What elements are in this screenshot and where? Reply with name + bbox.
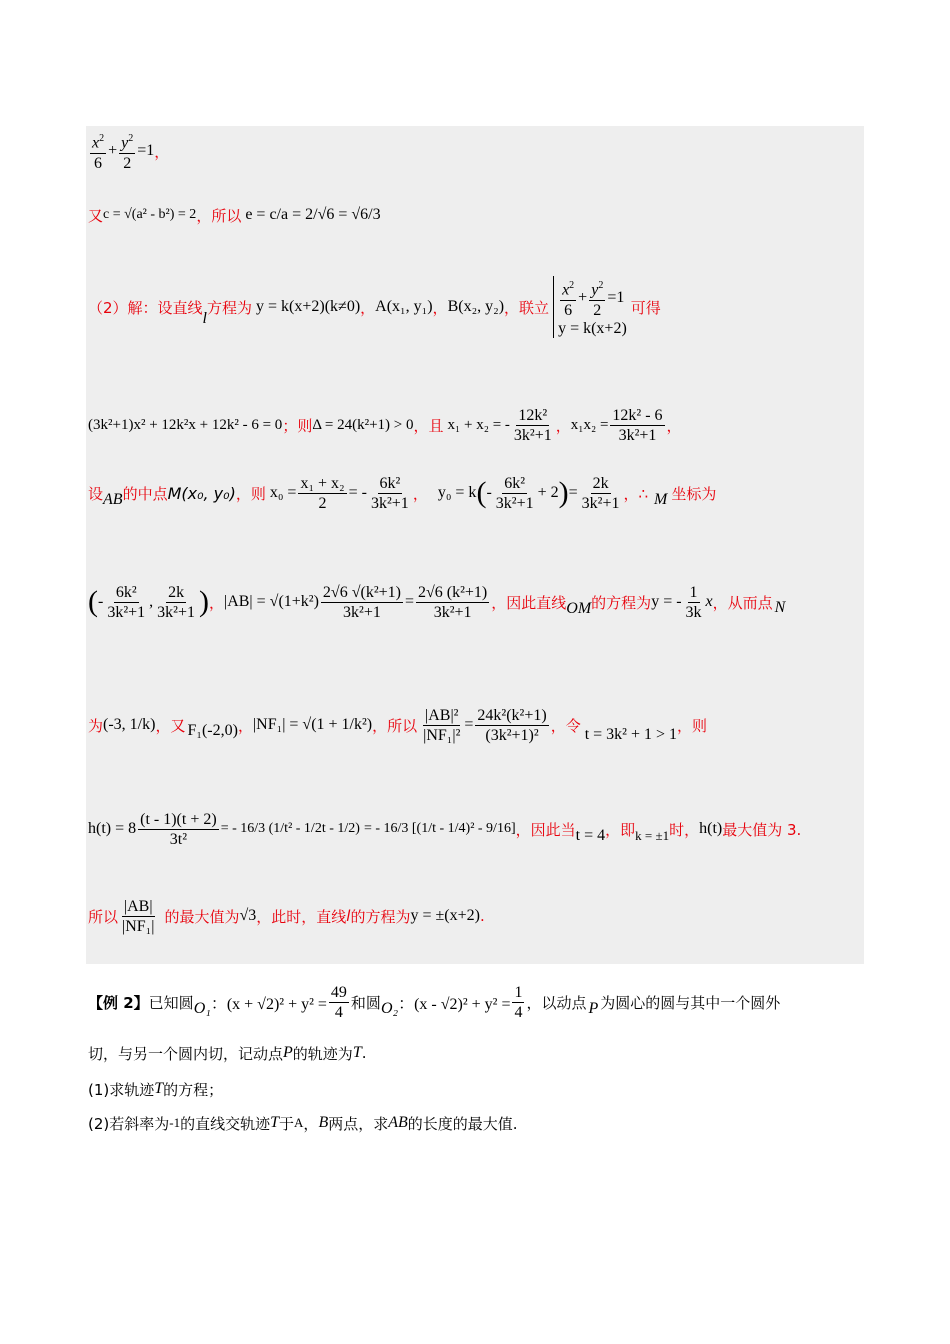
- circle-O2: O₂: [380, 1000, 399, 1017]
- circle-O2-equation: ：(x - √2)² + y² =: [398, 995, 511, 1013]
- text-qie: ，且: [413, 416, 444, 435]
- solution-line-3: （2）解：设直线 l 方程为 y = k(x+2)(k≠0) ， A(x₁, y₁) ， B(x₂, y₂) ，联立 $\frac{x^2}{6}$ + $\frac{y^2}{2}$ =1 y = k(x+2) 可得: [88, 272, 870, 342]
- h-form-2: = - 16/3 [(1/t - 1/4)² - 9/16]: [363, 821, 516, 836]
- text-guijiwei: 的轨迹为: [292, 1044, 353, 1063]
- solution-line-7: 为 (-3, 1/k) ，又 F₁(-2,0) ， |NF₁| = √(1 + 1/k²) ，所以 $\frac{\text{|AB|²}}{\text{|NF₁|²}}$ = $\frac{\text{24k²(k²+1)}}{\text{(3k²+1)²}}$ ，令 t = 3k² + 1 > 1 ，则: [88, 706, 708, 744]
- sum-roots: x₁ + x₂ = -: [447, 416, 510, 433]
- circle-O1: O₁: [193, 1000, 211, 1017]
- point-B: B(x₂, y₂): [447, 298, 505, 315]
- text-condition: 为圆心的圆与其中一个圆外: [600, 993, 781, 1012]
- solution-line-8: h(t) = 8 $\frac{(t - 1)(t + 2)}{\text{3t²}}$ = - 16/3 (1/t² - 1/2t - 1/2) = - 16/3 [(1/t - 1/4)² - 9/16] ，因此当 t = 4 ，即 k = ±1 时， h(t) 最大值为 3.: [88, 810, 802, 848]
- text-zuobiao: 坐标为: [671, 484, 717, 503]
- text-therefore: ，∴: [623, 484, 649, 503]
- text-yinci: ，因此直线: [491, 593, 567, 612]
- h-of-t: h(t): [699, 820, 723, 837]
- text-ze: ，则: [235, 484, 266, 503]
- h-form-1: = - 16/3 (1/t² - 1/2t - 1/2): [220, 821, 360, 836]
- solution-line-4: (3k²+1)x² + 12k²x + 12k² - 6 = 0 ；则 Δ = 24(k²+1) > 0 ，且 x₁ + x₂ = - $\frac{\text{12k²}}{\text{3k²+1}}$ ， x₁x₂ = $\frac{\text{12k² - 6}}{\text{3k²+1}}$ ，: [88, 406, 682, 444]
- OM-equation: y = -: [651, 593, 682, 610]
- text-cishi: ，此时，直线: [256, 907, 347, 926]
- locus-T: T: [154, 1080, 164, 1097]
- line-l: l: [202, 310, 207, 327]
- text-shi: 时，: [669, 820, 700, 839]
- slope-value: -1: [169, 1115, 181, 1130]
- midpoint-M: M(x₀, y₀): [167, 483, 236, 503]
- solution-line-1: $\frac{x^2}{6}$ + $\frac{y^2}{2}$ =1 ，: [88, 130, 870, 172]
- e-equation: e = c/a = 2/√6 = √6/3: [245, 206, 381, 223]
- text-ze: ，则: [677, 716, 708, 735]
- point-B: B: [318, 1114, 329, 1131]
- locus-T: T: [352, 1044, 362, 1061]
- focus-F1: F₁(-2,0): [187, 722, 238, 739]
- text-ze: ；则: [282, 416, 313, 435]
- NF1-length: |NF₁| = √(1 + 1/k²): [252, 716, 373, 733]
- text-yincidang: ，因此当: [515, 820, 576, 839]
- point-N: N: [774, 599, 786, 616]
- q2-text: (2)若斜率为: [88, 1114, 170, 1133]
- example-label: 【例 2】: [88, 993, 149, 1012]
- text-lianli: ，联立: [504, 298, 550, 317]
- text-zhongdian: 的中点: [122, 484, 168, 503]
- text-line2: 切，与另一个圆内切，记动点: [88, 1044, 284, 1063]
- final-equation: y = ±(x+2): [410, 907, 480, 924]
- sum-fraction: $\frac{\text{12k²}}{\text{3k²+1}}$: [513, 406, 552, 444]
- k-value: k = ±1: [635, 828, 670, 843]
- sqrt-3: √3: [239, 907, 257, 924]
- t-substitution: t = 3k² + 1 > 1: [584, 726, 678, 743]
- fraction-x2-6: $\frac{x^2}{6}$: [90, 129, 106, 172]
- text-dongdian: ，以动点: [526, 993, 587, 1012]
- text-ji: ，即: [605, 820, 636, 839]
- circle-O1-equation: ：(x + √2)² + y² =: [210, 995, 327, 1013]
- equation-system: $\frac{x^2}{6}$ + $\frac{y^2}{2}$ =1 y = k(x+2): [553, 276, 627, 337]
- text-suoyi: 所以: [88, 907, 119, 926]
- fraction-y2-2: $\frac{y^2}{2}$: [119, 129, 135, 172]
- text-kede: 可得: [630, 298, 661, 317]
- example-line-2: 切，与另一个圆内切，记动点 P 的轨迹为 T .: [88, 1044, 367, 1063]
- q2-text-b: 的直线交轨迹: [180, 1114, 271, 1133]
- q2-text-f: 的长度的最大值.: [407, 1114, 518, 1133]
- solution-line-2: [88, 190, 870, 240]
- point-P: P: [588, 1000, 599, 1017]
- t-value: t = 4: [575, 827, 606, 844]
- product-fraction: $\frac{\text{12k² - 6}}{\text{3k²+1}}$: [612, 406, 663, 444]
- h-function: h(t) = 8: [88, 820, 137, 837]
- text-you: 又: [88, 206, 104, 225]
- point-A: A(x₁, y₁): [375, 298, 433, 315]
- discriminant: Δ = 24(k²+1) > 0: [312, 416, 414, 433]
- text-yizhiyuan: 已知圆: [148, 993, 194, 1012]
- q1-text: (1)求轨迹: [88, 1080, 155, 1099]
- equals-one: =1: [137, 142, 155, 159]
- segment-AB: AB: [103, 491, 123, 508]
- locus-T: T: [270, 1114, 280, 1131]
- text-zuida: 的最大值为: [164, 907, 240, 926]
- text-suoyi: ，所以: [196, 206, 242, 225]
- line-equation: y = k(x+2)(k≠0): [256, 298, 361, 315]
- text-fangcheng: 的方程为: [350, 907, 411, 926]
- text-intro: （2）解：设直线: [88, 298, 203, 317]
- text-he: 和圆: [350, 993, 381, 1012]
- line-l: l: [346, 907, 351, 925]
- chord-length: |AB| = √(1+k²): [224, 593, 319, 610]
- point-A: A: [294, 1115, 304, 1130]
- c-equation: c = √(a² - b²) = 2: [103, 207, 197, 222]
- text-fangchengwei: 的方程为: [591, 593, 652, 612]
- solution-line-9: 所以 $\frac{|AB|}{\text{|NF₁|}}$ 的最大值为 √3 ，此时，直线 l 的方程为 y = ±(x+2) .: [88, 897, 485, 935]
- x0-label: x₀ =: [269, 484, 297, 501]
- text-suoyi: ，所以: [372, 716, 418, 735]
- text-max: 最大值为 3.: [722, 820, 802, 839]
- example-line-1: 【例 2】 已知圆 O₁ ：(x + √2)² + y² = $\frac{49}{4}$ 和圆 O₂ ：(x - √2)² + y² = $\frac{1}{4}$ ，以动点 P 为圆心的圆与其中一个圆外: [88, 983, 781, 1021]
- quadratic-equation: (3k²+1)x² + 12k²x + 12k² - 6 = 0: [88, 416, 283, 433]
- question-2: (2)若斜率为 -1 的直线交轨迹 T 于 A ， B 两点，求 AB 的长度的最大值.: [88, 1114, 518, 1133]
- text-she: 设: [88, 484, 104, 503]
- M-letter: M: [654, 491, 668, 508]
- q1-text-end: 的方程；: [163, 1080, 224, 1099]
- text-fangcheng: 方程为: [207, 298, 253, 317]
- comma: ，: [154, 142, 170, 161]
- line-OM: OM: [566, 600, 592, 617]
- text-wei: 为: [88, 716, 104, 735]
- product-roots: x₁x₂ =: [570, 416, 609, 433]
- point-P: P: [283, 1044, 293, 1061]
- N-coordinates: (-3, 1/k): [103, 716, 156, 733]
- text-congerdian: ，从而点: [712, 593, 773, 612]
- y0-label: y₀ = k: [437, 484, 477, 501]
- solution-line-6: ( - $\frac{\text{6k²}}{\text{3k²+1}}$ , $\frac{2k}{\text{3k²+1}}$ ) ， |AB| = √(1+k²) $\frac{\text{2√6 √(k²+1)}}{\text{3k²+1}}$ = $\frac{\text{2√6 (k²+1)}}{\text{3k²+1}}$ ，因此直线 OM 的方程为 y = - $\frac{1}{3k}$ x ，从而点 N: [88, 583, 786, 621]
- solution-line-5: 设 AB 的中点 M(x₀, y₀) ，则 x₀ = $\frac{\text{x₁ + x₂}}{2}$ = - $\frac{\text{6k²}}{\text{3k²+1}}$ ， y₀ = k ( - $\frac{\text{6k²}}{\text{3k²+1}}$ + 2 ) = $\frac{2k}{\text{3k²+1}}$ ，∴ M 坐标为: [88, 474, 717, 512]
- text-ling: ，令: [550, 716, 581, 735]
- q2-text-e: 两点，求: [328, 1114, 389, 1133]
- segment-AB: AB: [388, 1114, 408, 1131]
- question-1: [88, 1076, 223, 1102]
- text-you: ，又: [155, 716, 186, 735]
